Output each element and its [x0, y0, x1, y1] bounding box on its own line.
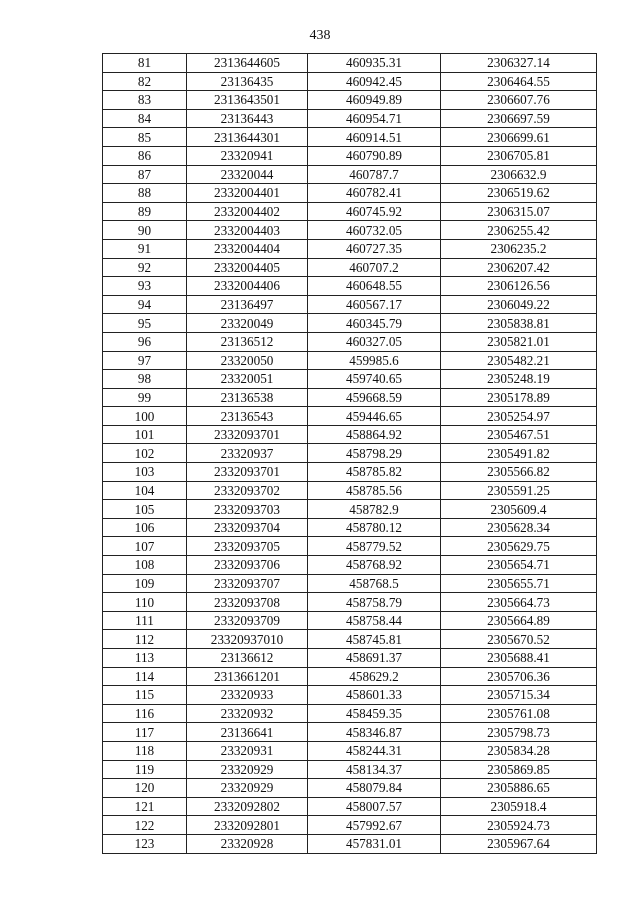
x-coordinate-cell: 460914.51 [308, 128, 441, 147]
point-number-cell: 110 [103, 593, 187, 612]
table-row [103, 91, 597, 110]
point-id-cell: 2332093705 [187, 537, 308, 556]
table-row [103, 388, 597, 407]
y-coordinate-cell: 2305798.73 [441, 723, 597, 742]
table-row [103, 128, 597, 147]
point-number-cell: 82 [103, 72, 187, 91]
x-coordinate-cell: 458785.82 [308, 463, 441, 482]
y-coordinate-cell: 2305566.82 [441, 463, 597, 482]
table-row [103, 779, 597, 798]
point-number-cell: 100 [103, 407, 187, 426]
table-row [103, 463, 597, 482]
y-coordinate-cell: 2305467.51 [441, 425, 597, 444]
point-number-cell: 83 [103, 91, 187, 110]
point-number-cell: 106 [103, 518, 187, 537]
point-id-cell: 2313644605 [187, 54, 308, 73]
table-row [103, 72, 597, 91]
point-id-cell: 2332093709 [187, 611, 308, 630]
table-row [103, 258, 597, 277]
y-coordinate-cell: 2306697.59 [441, 109, 597, 128]
x-coordinate-cell: 459446.65 [308, 407, 441, 426]
table-row [103, 537, 597, 556]
point-number-cell: 119 [103, 760, 187, 779]
point-number-cell: 94 [103, 295, 187, 314]
table-row [103, 109, 597, 128]
point-number-cell: 120 [103, 779, 187, 798]
table-row [103, 146, 597, 165]
table-row [103, 239, 597, 258]
y-coordinate-cell: 2305715.34 [441, 686, 597, 705]
table-row [103, 500, 597, 519]
point-id-cell: 23136612 [187, 649, 308, 668]
y-coordinate-cell: 2305664.89 [441, 611, 597, 630]
point-number-cell: 118 [103, 741, 187, 760]
y-coordinate-cell: 2305664.73 [441, 593, 597, 612]
x-coordinate-cell: 458007.57 [308, 797, 441, 816]
y-coordinate-cell: 2306207.42 [441, 258, 597, 277]
table-row [103, 704, 597, 723]
point-id-cell: 23320937010 [187, 630, 308, 649]
point-number-cell: 93 [103, 277, 187, 296]
point-id-cell: 2332093701 [187, 463, 308, 482]
point-number-cell: 88 [103, 184, 187, 203]
point-id-cell: 23320929 [187, 779, 308, 798]
y-coordinate-cell: 2305821.01 [441, 332, 597, 351]
x-coordinate-cell: 458785.56 [308, 481, 441, 500]
table-row [103, 686, 597, 705]
table-row [103, 314, 597, 333]
x-coordinate-cell: 460732.05 [308, 221, 441, 240]
x-coordinate-cell: 460942.45 [308, 72, 441, 91]
point-number-cell: 92 [103, 258, 187, 277]
x-coordinate-cell: 460327.05 [308, 332, 441, 351]
point-number-cell: 85 [103, 128, 187, 147]
x-coordinate-cell: 460949.89 [308, 91, 441, 110]
point-id-cell: 23320931 [187, 741, 308, 760]
y-coordinate-cell: 2305886.65 [441, 779, 597, 798]
point-id-cell: 23320051 [187, 370, 308, 389]
table-row [103, 834, 597, 853]
table-row [103, 221, 597, 240]
point-id-cell: 23320928 [187, 834, 308, 853]
point-id-cell: 23320937 [187, 444, 308, 463]
x-coordinate-cell: 458864.92 [308, 425, 441, 444]
table-row [103, 556, 597, 575]
point-id-cell: 2332093703 [187, 500, 308, 519]
point-number-cell: 109 [103, 574, 187, 593]
x-coordinate-cell: 458758.79 [308, 593, 441, 612]
point-id-cell: 23136512 [187, 332, 308, 351]
table-row [103, 184, 597, 203]
y-coordinate-cell: 2305654.71 [441, 556, 597, 575]
x-coordinate-cell: 460782.41 [308, 184, 441, 203]
point-number-cell: 103 [103, 463, 187, 482]
y-coordinate-cell: 2305924.73 [441, 816, 597, 835]
point-id-cell: 2332093704 [187, 518, 308, 537]
point-id-cell: 23320050 [187, 351, 308, 370]
point-id-cell: 2332092801 [187, 816, 308, 835]
point-id-cell: 2332092802 [187, 797, 308, 816]
point-id-cell: 23320933 [187, 686, 308, 705]
y-coordinate-cell: 2306315.07 [441, 202, 597, 221]
point-number-cell: 91 [103, 239, 187, 258]
x-coordinate-cell: 458798.29 [308, 444, 441, 463]
point-number-cell: 84 [103, 109, 187, 128]
y-coordinate-cell: 2305609.4 [441, 500, 597, 519]
x-coordinate-cell: 458079.84 [308, 779, 441, 798]
point-number-cell: 123 [103, 834, 187, 853]
table-row [103, 202, 597, 221]
table-row [103, 425, 597, 444]
x-coordinate-cell: 458691.37 [308, 649, 441, 668]
point-id-cell: 2313643501 [187, 91, 308, 110]
y-coordinate-cell: 2305670.52 [441, 630, 597, 649]
point-id-cell: 2332004406 [187, 277, 308, 296]
point-number-cell: 86 [103, 146, 187, 165]
point-number-cell: 98 [103, 370, 187, 389]
y-coordinate-cell: 2306519.62 [441, 184, 597, 203]
table-row [103, 797, 597, 816]
point-number-cell: 113 [103, 649, 187, 668]
point-number-cell: 81 [103, 54, 187, 73]
y-coordinate-cell: 2305628.34 [441, 518, 597, 537]
point-id-cell: 2332004403 [187, 221, 308, 240]
point-number-cell: 104 [103, 481, 187, 500]
table-row [103, 407, 597, 426]
point-number-cell: 105 [103, 500, 187, 519]
y-coordinate-cell: 2305482.21 [441, 351, 597, 370]
y-coordinate-cell: 2306327.14 [441, 54, 597, 73]
y-coordinate-cell: 2306126.56 [441, 277, 597, 296]
x-coordinate-cell: 460745.92 [308, 202, 441, 221]
x-coordinate-cell: 460727.35 [308, 239, 441, 258]
y-coordinate-cell: 2305655.71 [441, 574, 597, 593]
x-coordinate-cell: 458780.12 [308, 518, 441, 537]
point-id-cell: 23320941 [187, 146, 308, 165]
point-id-cell: 23136538 [187, 388, 308, 407]
point-number-cell: 90 [103, 221, 187, 240]
table-row [103, 593, 597, 612]
x-coordinate-cell: 460790.89 [308, 146, 441, 165]
x-coordinate-cell: 459985.6 [308, 351, 441, 370]
y-coordinate-cell: 2305838.81 [441, 314, 597, 333]
y-coordinate-cell: 2305706.36 [441, 667, 597, 686]
x-coordinate-cell: 460345.79 [308, 314, 441, 333]
table-row [103, 444, 597, 463]
point-id-cell: 2332004401 [187, 184, 308, 203]
x-coordinate-cell: 458629.2 [308, 667, 441, 686]
table-row [103, 332, 597, 351]
point-id-cell: 2332004402 [187, 202, 308, 221]
table-row [103, 54, 597, 73]
x-coordinate-cell: 460707.2 [308, 258, 441, 277]
x-coordinate-cell: 458601.33 [308, 686, 441, 705]
point-number-cell: 121 [103, 797, 187, 816]
x-coordinate-cell: 458459.35 [308, 704, 441, 723]
y-coordinate-cell: 2305834.28 [441, 741, 597, 760]
y-coordinate-cell: 2305248.19 [441, 370, 597, 389]
point-id-cell: 23136543 [187, 407, 308, 426]
point-number-cell: 97 [103, 351, 187, 370]
y-coordinate-cell: 2305967.64 [441, 834, 597, 853]
y-coordinate-cell: 2305591.25 [441, 481, 597, 500]
y-coordinate-cell: 2306632.9 [441, 165, 597, 184]
y-coordinate-cell: 2305178.89 [441, 388, 597, 407]
point-id-cell: 2332093708 [187, 593, 308, 612]
y-coordinate-cell: 2306699.61 [441, 128, 597, 147]
x-coordinate-cell: 457992.67 [308, 816, 441, 835]
point-number-cell: 102 [103, 444, 187, 463]
table-row [103, 723, 597, 742]
x-coordinate-cell: 460954.71 [308, 109, 441, 128]
table-row [103, 649, 597, 668]
point-id-cell: 2332093706 [187, 556, 308, 575]
x-coordinate-cell: 460648.55 [308, 277, 441, 296]
y-coordinate-cell: 2306235.2 [441, 239, 597, 258]
x-coordinate-cell: 458779.52 [308, 537, 441, 556]
point-number-cell: 89 [103, 202, 187, 221]
x-coordinate-cell: 458758.44 [308, 611, 441, 630]
point-number-cell: 108 [103, 556, 187, 575]
x-coordinate-cell: 458782.9 [308, 500, 441, 519]
page-number: 438 [309, 28, 331, 43]
point-id-cell: 2332093702 [187, 481, 308, 500]
table-row [103, 611, 597, 630]
point-id-cell: 2313644301 [187, 128, 308, 147]
y-coordinate-cell: 2305629.75 [441, 537, 597, 556]
point-number-cell: 111 [103, 611, 187, 630]
table-row [103, 277, 597, 296]
x-coordinate-cell: 457831.01 [308, 834, 441, 853]
point-id-cell: 23320049 [187, 314, 308, 333]
table-row [103, 351, 597, 370]
point-id-cell: 2332093707 [187, 574, 308, 593]
point-number-cell: 112 [103, 630, 187, 649]
point-number-cell: 96 [103, 332, 187, 351]
point-number-cell: 107 [103, 537, 187, 556]
table-row [103, 760, 597, 779]
point-id-cell: 2332004405 [187, 258, 308, 277]
table-row [103, 741, 597, 760]
table-row [103, 370, 597, 389]
point-number-cell: 117 [103, 723, 187, 742]
table-row [103, 667, 597, 686]
table-row [103, 630, 597, 649]
table-body [103, 54, 597, 854]
point-number-cell: 99 [103, 388, 187, 407]
y-coordinate-cell: 2305254.97 [441, 407, 597, 426]
x-coordinate-cell: 458768.5 [308, 574, 441, 593]
x-coordinate-cell: 458745.81 [308, 630, 441, 649]
table-row [103, 574, 597, 593]
y-coordinate-cell: 2306255.42 [441, 221, 597, 240]
x-coordinate-cell: 458244.31 [308, 741, 441, 760]
y-coordinate-cell: 2305491.82 [441, 444, 597, 463]
point-id-cell: 2332004404 [187, 239, 308, 258]
point-id-cell: 2313661201 [187, 667, 308, 686]
point-number-cell: 95 [103, 314, 187, 333]
table-row [103, 165, 597, 184]
point-id-cell: 23136497 [187, 295, 308, 314]
point-number-cell: 114 [103, 667, 187, 686]
point-id-cell: 23136443 [187, 109, 308, 128]
y-coordinate-cell: 2306049.22 [441, 295, 597, 314]
point-number-cell: 115 [103, 686, 187, 705]
coordinates-table [102, 53, 597, 854]
point-id-cell: 2332093701 [187, 425, 308, 444]
y-coordinate-cell: 2305918.4 [441, 797, 597, 816]
point-number-cell: 122 [103, 816, 187, 835]
x-coordinate-cell: 460935.31 [308, 54, 441, 73]
point-number-cell: 116 [103, 704, 187, 723]
x-coordinate-cell: 460567.17 [308, 295, 441, 314]
point-id-cell: 23136435 [187, 72, 308, 91]
table-row [103, 816, 597, 835]
table-row [103, 481, 597, 500]
x-coordinate-cell: 459668.59 [308, 388, 441, 407]
y-coordinate-cell: 2305869.85 [441, 760, 597, 779]
y-coordinate-cell: 2306705.81 [441, 146, 597, 165]
point-id-cell: 23320932 [187, 704, 308, 723]
point-number-cell: 101 [103, 425, 187, 444]
x-coordinate-cell: 460787.7 [308, 165, 441, 184]
y-coordinate-cell: 2306464.55 [441, 72, 597, 91]
x-coordinate-cell: 459740.65 [308, 370, 441, 389]
point-id-cell: 23320929 [187, 760, 308, 779]
y-coordinate-cell: 2306607.76 [441, 91, 597, 110]
table-row [103, 295, 597, 314]
point-number-cell: 87 [103, 165, 187, 184]
point-id-cell: 23320044 [187, 165, 308, 184]
x-coordinate-cell: 458134.37 [308, 760, 441, 779]
x-coordinate-cell: 458346.87 [308, 723, 441, 742]
point-id-cell: 23136641 [187, 723, 308, 742]
x-coordinate-cell: 458768.92 [308, 556, 441, 575]
y-coordinate-cell: 2305761.08 [441, 704, 597, 723]
y-coordinate-cell: 2305688.41 [441, 649, 597, 668]
table-row [103, 518, 597, 537]
